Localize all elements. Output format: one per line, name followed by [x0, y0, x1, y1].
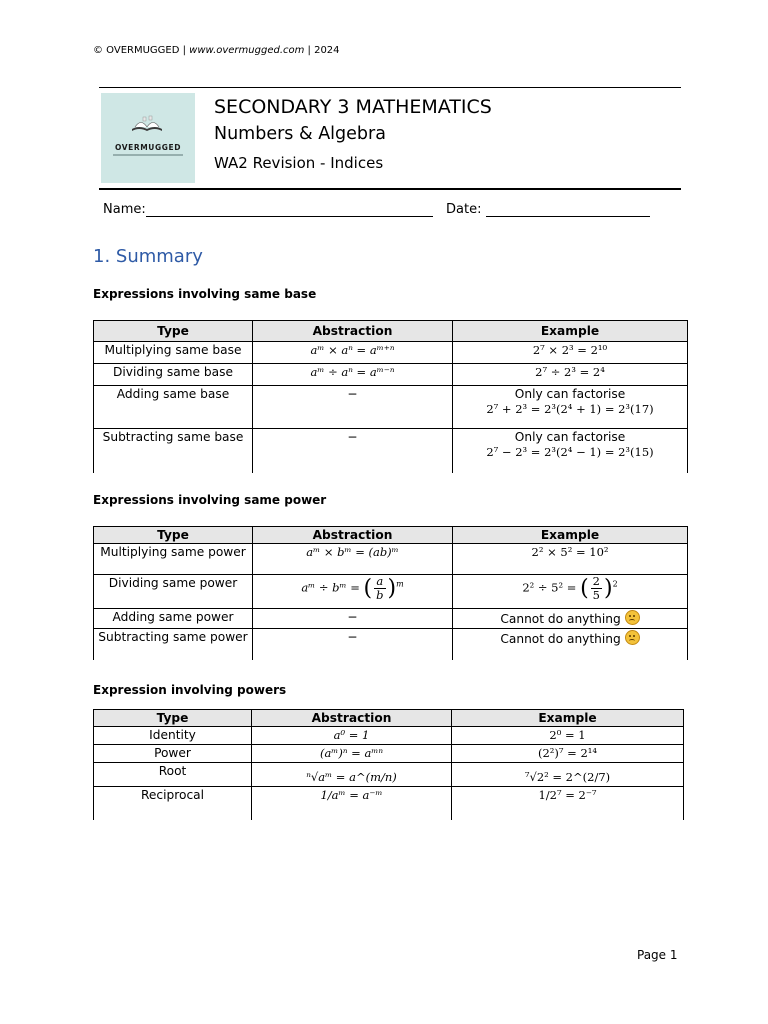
date-input-line[interactable] — [486, 202, 650, 217]
abstraction-cell: aᵐ × aⁿ = aᵐ⁺ⁿ — [253, 342, 453, 364]
sad-face-icon — [625, 630, 640, 645]
copyright-url[interactable]: www.overmugged.com — [189, 45, 305, 56]
open-book-icon — [130, 115, 164, 133]
table-row — [94, 342, 688, 364]
abstraction-cell: aᵐ × bᵐ = (ab)ᵐ — [253, 544, 453, 575]
type-cell: Subtracting same power — [94, 629, 253, 660]
abstraction-fraction: $\frac{a}{b}$ — [376, 574, 384, 602]
date-label: Date: — [446, 202, 482, 217]
abstraction-cell: aᵐ ÷ bᵐ = ( $\frac{a}{b}$ )$^m$ — [253, 575, 453, 609]
type-cell: Reciprocal — [94, 787, 252, 820]
col-example: Example — [453, 321, 688, 342]
abstraction-exponent: m — [396, 579, 404, 589]
example-cell — [453, 429, 688, 473]
example-note: Only can factorise — [514, 430, 626, 444]
example-fraction: $\frac{2}{5}$ — [592, 574, 600, 602]
col-example: Example — [453, 527, 688, 544]
example-expression: 2⁷ + 2³ = 2³(2⁴ + 1) = 2³(17) — [486, 402, 654, 416]
example-note: Only can factorise — [514, 387, 626, 401]
type-cell: Adding same base — [94, 386, 253, 429]
example-cell: 2² × 5² = 10² — [453, 544, 688, 575]
example-expression: 2⁷ − 2³ = 2³(2⁴ − 1) = 2³(15) — [486, 445, 654, 459]
type-cell: Power — [94, 745, 252, 763]
section-title: 1. Summary — [93, 246, 203, 267]
abstraction-lhs: aᵐ ÷ bᵐ = — [301, 580, 360, 595]
example-cell: 2⁰ = 1 — [452, 727, 684, 745]
example-cell: 1/2⁷ = 2⁻⁷ — [452, 787, 684, 820]
example-cell: 2⁷ × 2³ = 2¹⁰ — [453, 342, 688, 364]
example-cell: 2⁷ ÷ 2³ = 2⁴ — [453, 364, 688, 386]
type-cell: Dividing same base — [94, 364, 253, 386]
abstraction-cell: − — [253, 629, 453, 660]
table-row — [94, 787, 684, 820]
example-cell: (2²)⁷ = 2¹⁴ — [452, 745, 684, 763]
col-type: Type — [94, 527, 253, 544]
type-cell: Identity — [94, 727, 252, 745]
sad-face-icon — [625, 610, 640, 625]
document-header — [99, 87, 681, 190]
same-power-table — [93, 526, 688, 660]
col-abstraction: Abstraction — [252, 710, 452, 727]
example-cell: ⁷√2² = 2^(2/7) — [452, 763, 684, 787]
example-cell: Cannot do anything — [453, 609, 688, 629]
col-example: Example — [452, 710, 684, 727]
example-cell: 2² ÷ 5² = ( $\frac{2}{5}$ )$^2$ — [453, 575, 688, 609]
example-lhs: 2² ÷ 5² = — [522, 580, 577, 595]
copyright-line — [93, 45, 340, 56]
name-input-line[interactable] — [146, 202, 433, 217]
table-row — [94, 364, 688, 386]
type-cell: Multiplying same base — [94, 342, 253, 364]
type-cell: Multiplying same power — [94, 544, 253, 575]
doc-title: SECONDARY 3 MATHEMATICS — [214, 96, 492, 118]
same-power-heading: Expressions involving same power — [93, 493, 327, 507]
logo-tagline — [113, 154, 183, 156]
table-row — [94, 575, 688, 609]
abstraction-cell: − — [253, 609, 453, 629]
abstraction-cell: 1/aᵐ = a⁻ᵐ — [252, 787, 452, 820]
abstraction-cell: (aᵐ)ⁿ = aᵐⁿ — [252, 745, 452, 763]
table-row — [94, 429, 688, 473]
abstraction-cell: − — [253, 429, 453, 473]
type-cell: Root — [94, 763, 252, 787]
powers-table — [93, 709, 684, 820]
col-abstraction: Abstraction — [253, 321, 453, 342]
name-label: Name: — [103, 202, 146, 217]
table-row — [94, 609, 688, 629]
doc-subtitle: Numbers & Algebra — [214, 124, 386, 144]
table-row — [94, 386, 688, 429]
page-number: Page 1 — [637, 948, 678, 962]
copyright-prefix: © OVERMUGGED | — [93, 45, 190, 56]
col-abstraction: Abstraction — [253, 527, 453, 544]
example-cell — [453, 386, 688, 429]
abstraction-cell: ⁿ√aᵐ = a^(m/n) — [252, 763, 452, 787]
abstraction-cell: aᵐ ÷ aⁿ = aᵐ⁻ⁿ — [253, 364, 453, 386]
doc-topic: WA2 Revision - Indices — [214, 154, 384, 172]
table-row — [94, 544, 688, 575]
abstraction-cell: − — [253, 386, 453, 429]
table-row — [94, 745, 684, 763]
table-row — [94, 727, 684, 745]
table-row — [94, 629, 688, 660]
same-base-table — [93, 320, 688, 473]
example-cell: Cannot do anything — [453, 629, 688, 660]
col-type: Type — [94, 321, 253, 342]
col-type: Type — [94, 710, 252, 727]
name-field — [103, 202, 433, 217]
table-row — [94, 763, 684, 787]
type-cell: Dividing same power — [94, 575, 253, 609]
logo-brand-text: OVERMUGGED — [114, 143, 182, 152]
type-cell: Adding same power — [94, 609, 253, 629]
powers-heading: Expression involving powers — [93, 683, 287, 697]
same-base-heading: Expressions involving same base — [93, 287, 317, 301]
copyright-suffix: | 2024 — [304, 45, 340, 56]
overmugged-logo — [101, 93, 195, 183]
type-cell: Subtracting same base — [94, 429, 253, 473]
abstraction-cell: a⁰ = 1 — [252, 727, 452, 745]
date-field — [446, 202, 650, 217]
example-exponent: 2 — [612, 579, 618, 589]
